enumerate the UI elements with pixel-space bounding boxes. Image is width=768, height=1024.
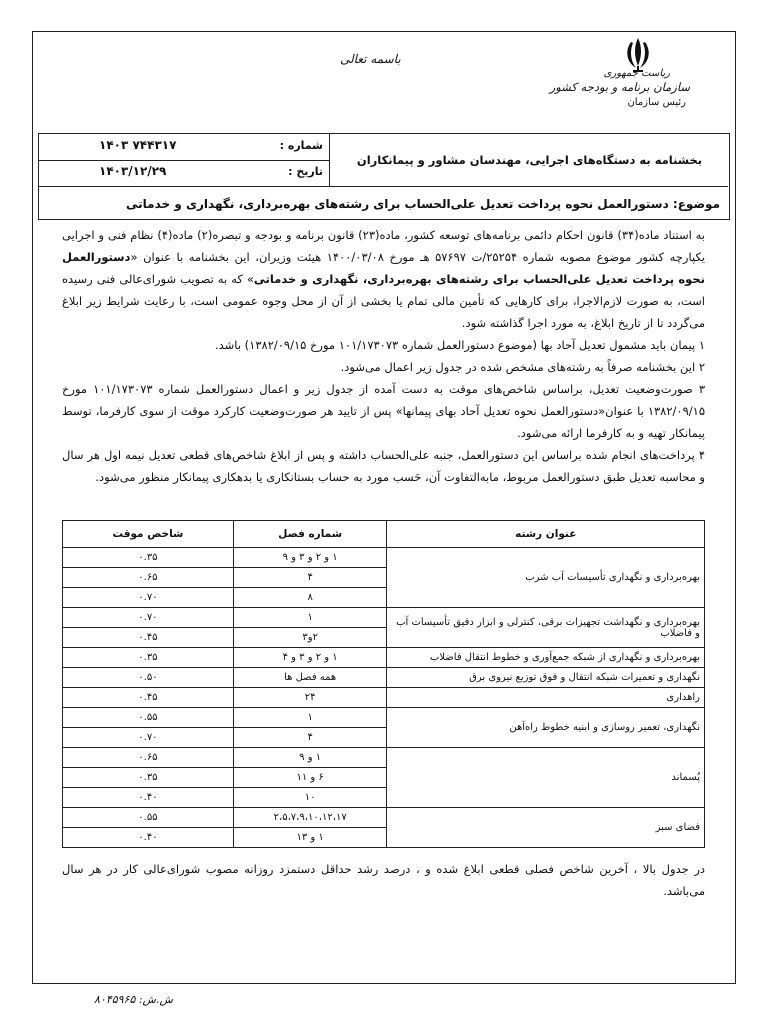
row-chapter: ۴ [233,728,387,748]
row-chapter: ۱ و ۹ [233,748,387,768]
row-chapter: ۶ و ۱۱ [233,768,387,788]
index-table [62,520,705,848]
item-1: ۱ پیمان باید مشمول تعدیل آحاد بها (موضوع دستورالعمل شماره ۱۰۱/۱۷۳۰۷۳ مورخ ۱۳۸۲/۰۹/۱۵) باشد. [214,338,705,352]
subject: موضوع: دستورالعمل نحوه پرداخت تعدیل علی‌الحساب برای رشته‌های بهره‌برداری، نگهداری و خدماتی [39,186,728,219]
item-3: ۳ صورت‌وضعیت تعدیل، براساس شاخص‌های موقت به دست آمده از جدول زیر و اعمال دستورالعمل شماره ۱۰۱/۱۷۳۰۷۳ مورخ ۱۳۸۲/۰۹/۱۵ با عنوان«دستورالعمل نحوه تعدیل آحاد بهای پیمانها» پس از تایید هر صورت‌وضعیت کارکرد موقت از سوی کارفرما، توسط پیمانکار تهیه و به کارفرما ارائه می‌شود. [62,382,706,440]
organization-block [530,68,690,108]
after-table-note: در جدول بالا ، آخرین شاخص فصلی قطعی ابلاغ شده و ، درصد رشد حداقل دستمزد روزانه مصوب شورای‌عالی کار در هر سال می‌باشد. [62,862,705,898]
row-index: ۰.۵۵ [63,708,234,728]
row-chapter: ۱ و ۲ و ۳ و ۹ [233,548,387,568]
org-line-presidency: ریاست جمهوری [603,68,670,79]
row-title: پُسماند [387,748,705,808]
row-chapter: ۱ و ۱۳ [233,828,387,848]
item-4: ۴ پرداخت‌های انجام شده براساس این دستورالعمل، جنبه علی‌الحساب داشته و پس از ابلاغ شاخص‌های قطعی تعدیل نیمه اول هر سال و محاسبه تعدیل طبق دستورالعمل مربوط، مابه‌التفاوت آن، حَسب مورد به حساب بستانکاری یا بدهکاری پیمانکار منظور می‌شود. [62,448,705,484]
table-row [63,608,705,628]
row-index: ۰.۳۵ [63,548,234,568]
org-line-organization: سازمان برنامه و بودجه کشور [549,80,690,94]
table-header-row [63,521,705,548]
intro-part-b: » که به تصویب شورای‌عالی فنی رسیده است، به صورت لازم‌الاجرا، برای کارهایی که تأمین مالی تمام یا بخشی از آن از محل وجوه عمومی است، با رعایت شرایط زیر ابلاغ می‌گردد تا از تاریخ ابلاغ، به مورد اجرا گذاشته شود. [62,272,705,330]
table-row [63,648,705,668]
row-title: راهداری [387,688,705,708]
row-title: بهره‌برداری و نگهداری از شبکه جمع‌آوری و خطوط انتقال فاضلاب [387,648,705,668]
row-index: ۰.۴۵ [63,628,234,648]
row-index: ۰.۳۵ [63,648,234,668]
table-row [63,808,705,828]
intro-bold-title: دستورالعمل نحوه پرداخت تعدیل علی‌الحساب برای رشته‌های بهره‌برداری، نگهداری و خدماتی [62,250,705,286]
row-index: ۰.۳۵ [63,768,234,788]
header-index: شاخص موقت [63,521,234,548]
org-line-head: رئیس سازمان [627,97,686,108]
basmala: باسمه تعالی [340,52,401,66]
table-row [63,688,705,708]
table-row [63,748,705,768]
date-value: ۱۴۰۳/۱۲/۲۹ [99,164,167,178]
row-index: ۰.۶۵ [63,568,234,588]
row-chapter: ۱ و ۲ و ۳ و ۴ [233,648,387,668]
row-title: نگهداری و تعمیرات شبکه انتقال و فوق توزیع نیروی برق [387,668,705,688]
row-index: ۰.۶۵ [63,748,234,768]
table-row [63,668,705,688]
footer-tracking-code: ش.ش: ۸۰۴۵۹۶۵ [94,993,173,1006]
row-index: ۰.۷۰ [63,588,234,608]
row-chapter: ۴ [233,568,387,588]
row-chapter: ۲،۵،۷،۹،۱۰،۱۲،۱۷ [233,808,387,828]
body-text [62,224,705,488]
row-title: بهره‌برداری و نگهداری تأسیسات آب شرب [387,548,705,608]
item-2: ۲ این بخشنامه صرفاً به رشته‌های مشخص شده در جدول زیر اعمال می‌شود. [340,360,705,374]
header-chapter: شماره فصل [233,521,387,548]
header-title: عنوان رشته [387,521,705,548]
row-index: ۰.۵۵ [63,808,234,828]
letter-meta [39,134,329,186]
intro-paragraph [62,224,705,334]
intro-part-a: به استناد ماده(۳۴) قانون احکام دائمی برنامه‌های توسعه کشور، ماده(۲۳) قانون برنامه و بودجه و تبصره(۲) ماده(۴) نظام فنی و اجرایی یکپارچه کشور موضوع مصوبه شماره ۲۵۲۵۴/ت ۵۷۶۹۷ هـ مورخ ۱۴۰۰/۰۳/۰۸ هیئت وزیران، این بخشنامه با عنوان « [62,228,705,264]
date-label: تاریخ : [288,165,323,178]
row-chapter: ۸ [233,588,387,608]
date-row [39,160,329,186]
row-title: نگهداری، تعمیر روسازی و ابنیه خطوط راه‌آهن [387,708,705,748]
row-index: ۰.۴۰ [63,788,234,808]
row-index: ۰.۷۰ [63,608,234,628]
table-row [63,548,705,568]
row-chapter: ۲۴ [233,688,387,708]
row-index: ۰.۷۰ [63,728,234,748]
row-index: ۰.۴۵ [63,688,234,708]
letter-info-box [38,133,730,220]
row-chapter: همه فصل ها [233,668,387,688]
row-chapter: ۲و۳ [233,628,387,648]
row-title: بهره‌برداری و نگهداشت تجهیزات برقی، کنترلی و ابزار دقیق تأسیسات آب و فاضلاب [387,608,705,648]
row-chapter: ۱۰ [233,788,387,808]
number-value: ۱۴۰۳ ۷۴۴۳۱۷ [99,138,177,152]
table-row [63,708,705,728]
number-row [39,134,329,161]
row-title: فضای سبز [387,808,705,848]
row-index: ۰.۵۰ [63,668,234,688]
row-chapter: ۱ [233,708,387,728]
number-label: شماره : [279,139,323,152]
row-chapter: ۱ [233,608,387,628]
row-index: ۰.۴۰ [63,828,234,848]
recipient: بخشنامه به دستگاه‌های اجرایی، مهندسان مشاور و پیمانکاران [329,134,729,186]
